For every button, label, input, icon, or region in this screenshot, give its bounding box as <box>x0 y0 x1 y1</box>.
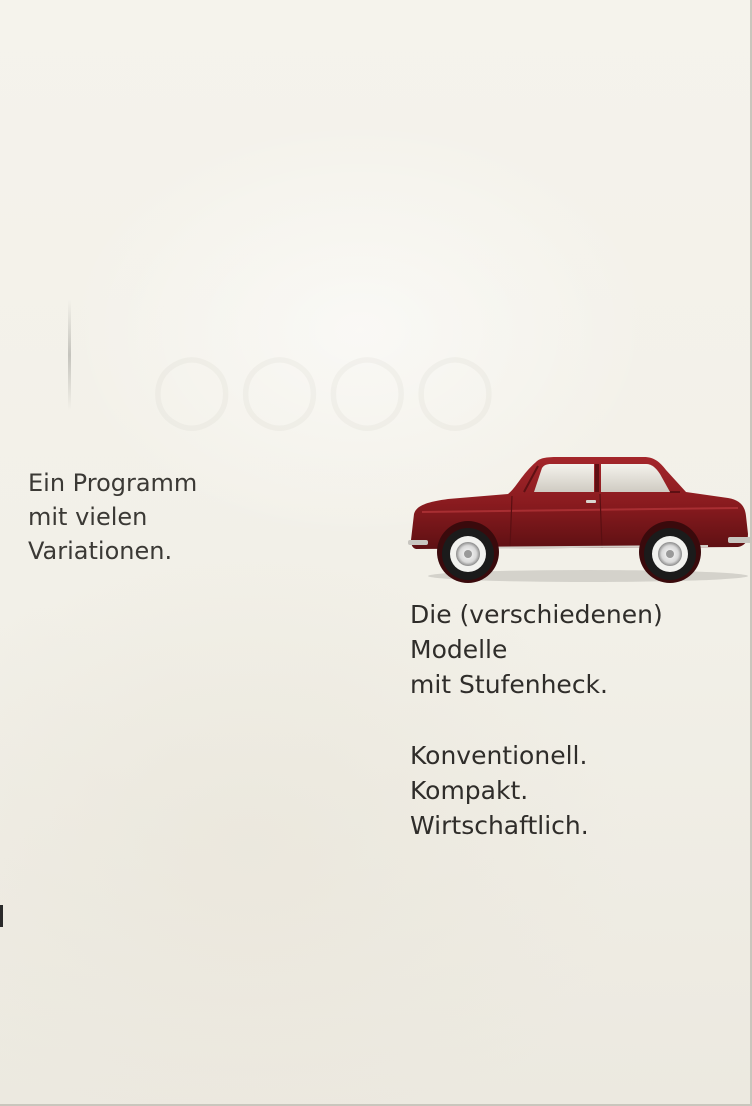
models-line: mit Stufenheck. <box>410 670 608 699</box>
models-line: Modelle <box>410 635 508 664</box>
attribute-item: Wirtschaftlich. <box>410 811 589 840</box>
background-show-through: ○○○○ <box>150 330 502 442</box>
paper-edge-mark <box>0 905 3 927</box>
models-line: Die (verschiedenen) <box>410 600 663 629</box>
models-heading <box>410 597 740 702</box>
car-illustration <box>408 448 752 588</box>
paper-fold-mark <box>68 300 71 410</box>
intro-line: mit vielen <box>28 503 148 531</box>
intro-line: Ein Programm <box>28 469 198 497</box>
attribute-item: Konventionell. <box>410 741 588 770</box>
intro-line: Variationen. <box>28 537 173 565</box>
intro-heading <box>28 466 288 568</box>
attribute-item: Kompakt. <box>410 776 529 805</box>
attributes-list <box>410 738 740 843</box>
